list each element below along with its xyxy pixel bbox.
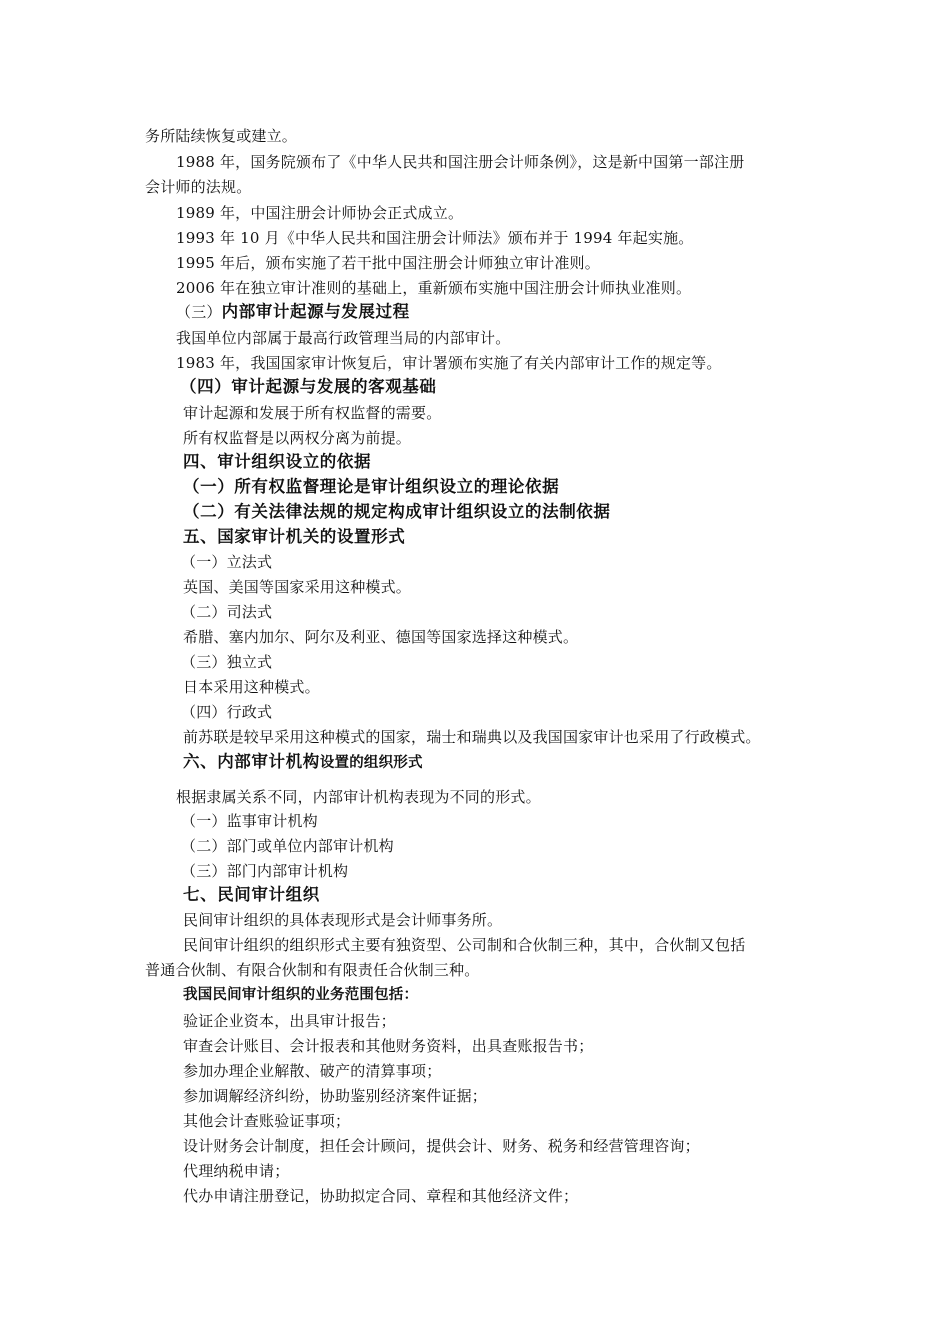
section-heading: （二）有关法律法规的规定构成审计组织设立的法制依据 bbox=[183, 502, 611, 521]
section-heading-text: 内部审计起源与发展过程 bbox=[221, 302, 410, 321]
section-heading-prefix: （三） bbox=[176, 303, 222, 321]
section-heading bbox=[176, 302, 410, 322]
paragraph-line: 希腊、塞内加尔、阿尔及利亚、德国等国家选择这种模式。 bbox=[183, 628, 579, 646]
list-item: 参加办理企业解散、破产的清算事项； bbox=[183, 1062, 442, 1080]
paragraph-line: 日本采用这种模式。 bbox=[183, 678, 320, 696]
subsection-label: （三）部门内部审计机构 bbox=[181, 862, 349, 880]
section-heading: （四）审计起源与发展的客观基础 bbox=[180, 377, 437, 396]
subsection-label: （二）部门或单位内部审计机构 bbox=[181, 837, 394, 855]
paragraph-line: 1989 年，中国注册会计师协会正式成立。 bbox=[176, 204, 464, 222]
paragraph-line: 前苏联是较早采用这种模式的国家，瑞士和瑞典以及我国国家审计也采用了行政模式。 bbox=[183, 728, 761, 746]
chapter-heading: 七、民间审计组织 bbox=[183, 885, 320, 904]
paragraph-line: 普通合伙制、有限合伙制和有限责任合伙制三种。 bbox=[145, 961, 480, 979]
paragraph-line: 1988 年，国务院颁布了《中华人民共和国注册会计师条例》，这是新中国第一部注册 bbox=[176, 153, 745, 171]
paragraph-line: 务所陆续恢复或建立。 bbox=[145, 127, 298, 145]
section-heading: （一）所有权监督理论是审计组织设立的理论依据 bbox=[183, 477, 560, 496]
chapter-heading-text: 六、内部审计机构 bbox=[183, 752, 320, 771]
list-heading: 我国民间审计组织的业务范围包括： bbox=[183, 987, 419, 1003]
paragraph-line: 根据隶属关系不同，内部审计机构表现为不同的形式。 bbox=[176, 788, 541, 806]
paragraph-line: 民间审计组织的具体表现形式是会计师事务所。 bbox=[183, 911, 503, 929]
subsection-label: （二）司法式 bbox=[181, 603, 273, 621]
paragraph-line: 1995 年后，颁布实施了若干批中国注册会计师独立审计准则。 bbox=[176, 254, 600, 272]
paragraph-line: 审计起源和发展于所有权监督的需要。 bbox=[183, 404, 442, 422]
chapter-heading-text-small: 设置的组织形式 bbox=[319, 755, 423, 771]
list-item: 其他会计查账验证事项； bbox=[183, 1112, 351, 1130]
paragraph-line: 1983 年，我国国家审计恢复后，审计署颁布实施了有关内部审计工作的规定等。 bbox=[176, 354, 722, 372]
paragraph-line: 英国、美国等国家采用这种模式。 bbox=[183, 578, 412, 596]
subsection-label: （四）行政式 bbox=[181, 703, 273, 721]
subsection-label: （一）监事审计机构 bbox=[181, 812, 318, 830]
paragraph-line: 2006 年在独立审计准则的基础上，重新颁布实施中国注册会计师执业准则。 bbox=[176, 279, 692, 297]
chapter-heading: 五、国家审计机关的设置形式 bbox=[183, 527, 406, 546]
chapter-heading: 四、审计组织设立的依据 bbox=[183, 452, 372, 471]
list-item: 代理纳税申请； bbox=[183, 1162, 290, 1180]
paragraph-line: 民间审计组织的组织形式主要有独资型、公司制和合伙制三种，其中，合伙制又包括 bbox=[183, 936, 746, 954]
list-item: 参加调解经济纠纷，协助鉴别经济案件证据； bbox=[183, 1087, 488, 1105]
list-item: 设计财务会计制度，担任会计顾问，提供会计、财务、税务和经营管理咨询； bbox=[183, 1137, 700, 1155]
chapter-heading bbox=[183, 752, 423, 773]
list-item: 代办申请注册登记，协助拟定合同、章程和其他经济文件； bbox=[183, 1187, 579, 1205]
list-item: 审查会计账目、会计报表和其他财务资料，出具查账报告书； bbox=[183, 1037, 594, 1055]
subsection-label: （三）独立式 bbox=[181, 653, 273, 671]
list-item: 验证企业资本，出具审计报告； bbox=[183, 1012, 396, 1030]
paragraph-line: 1993 年 10 月《中华人民共和国注册会计师法》颁布并于 1994 年起实施。 bbox=[176, 229, 694, 247]
paragraph-line: 会计师的法规。 bbox=[145, 178, 252, 196]
paragraph-line: 所有权监督是以两权分离为前提。 bbox=[183, 429, 412, 447]
paragraph-line: 我国单位内部属于最高行政管理当局的内部审计。 bbox=[176, 329, 511, 347]
subsection-label: （一）立法式 bbox=[181, 553, 273, 571]
